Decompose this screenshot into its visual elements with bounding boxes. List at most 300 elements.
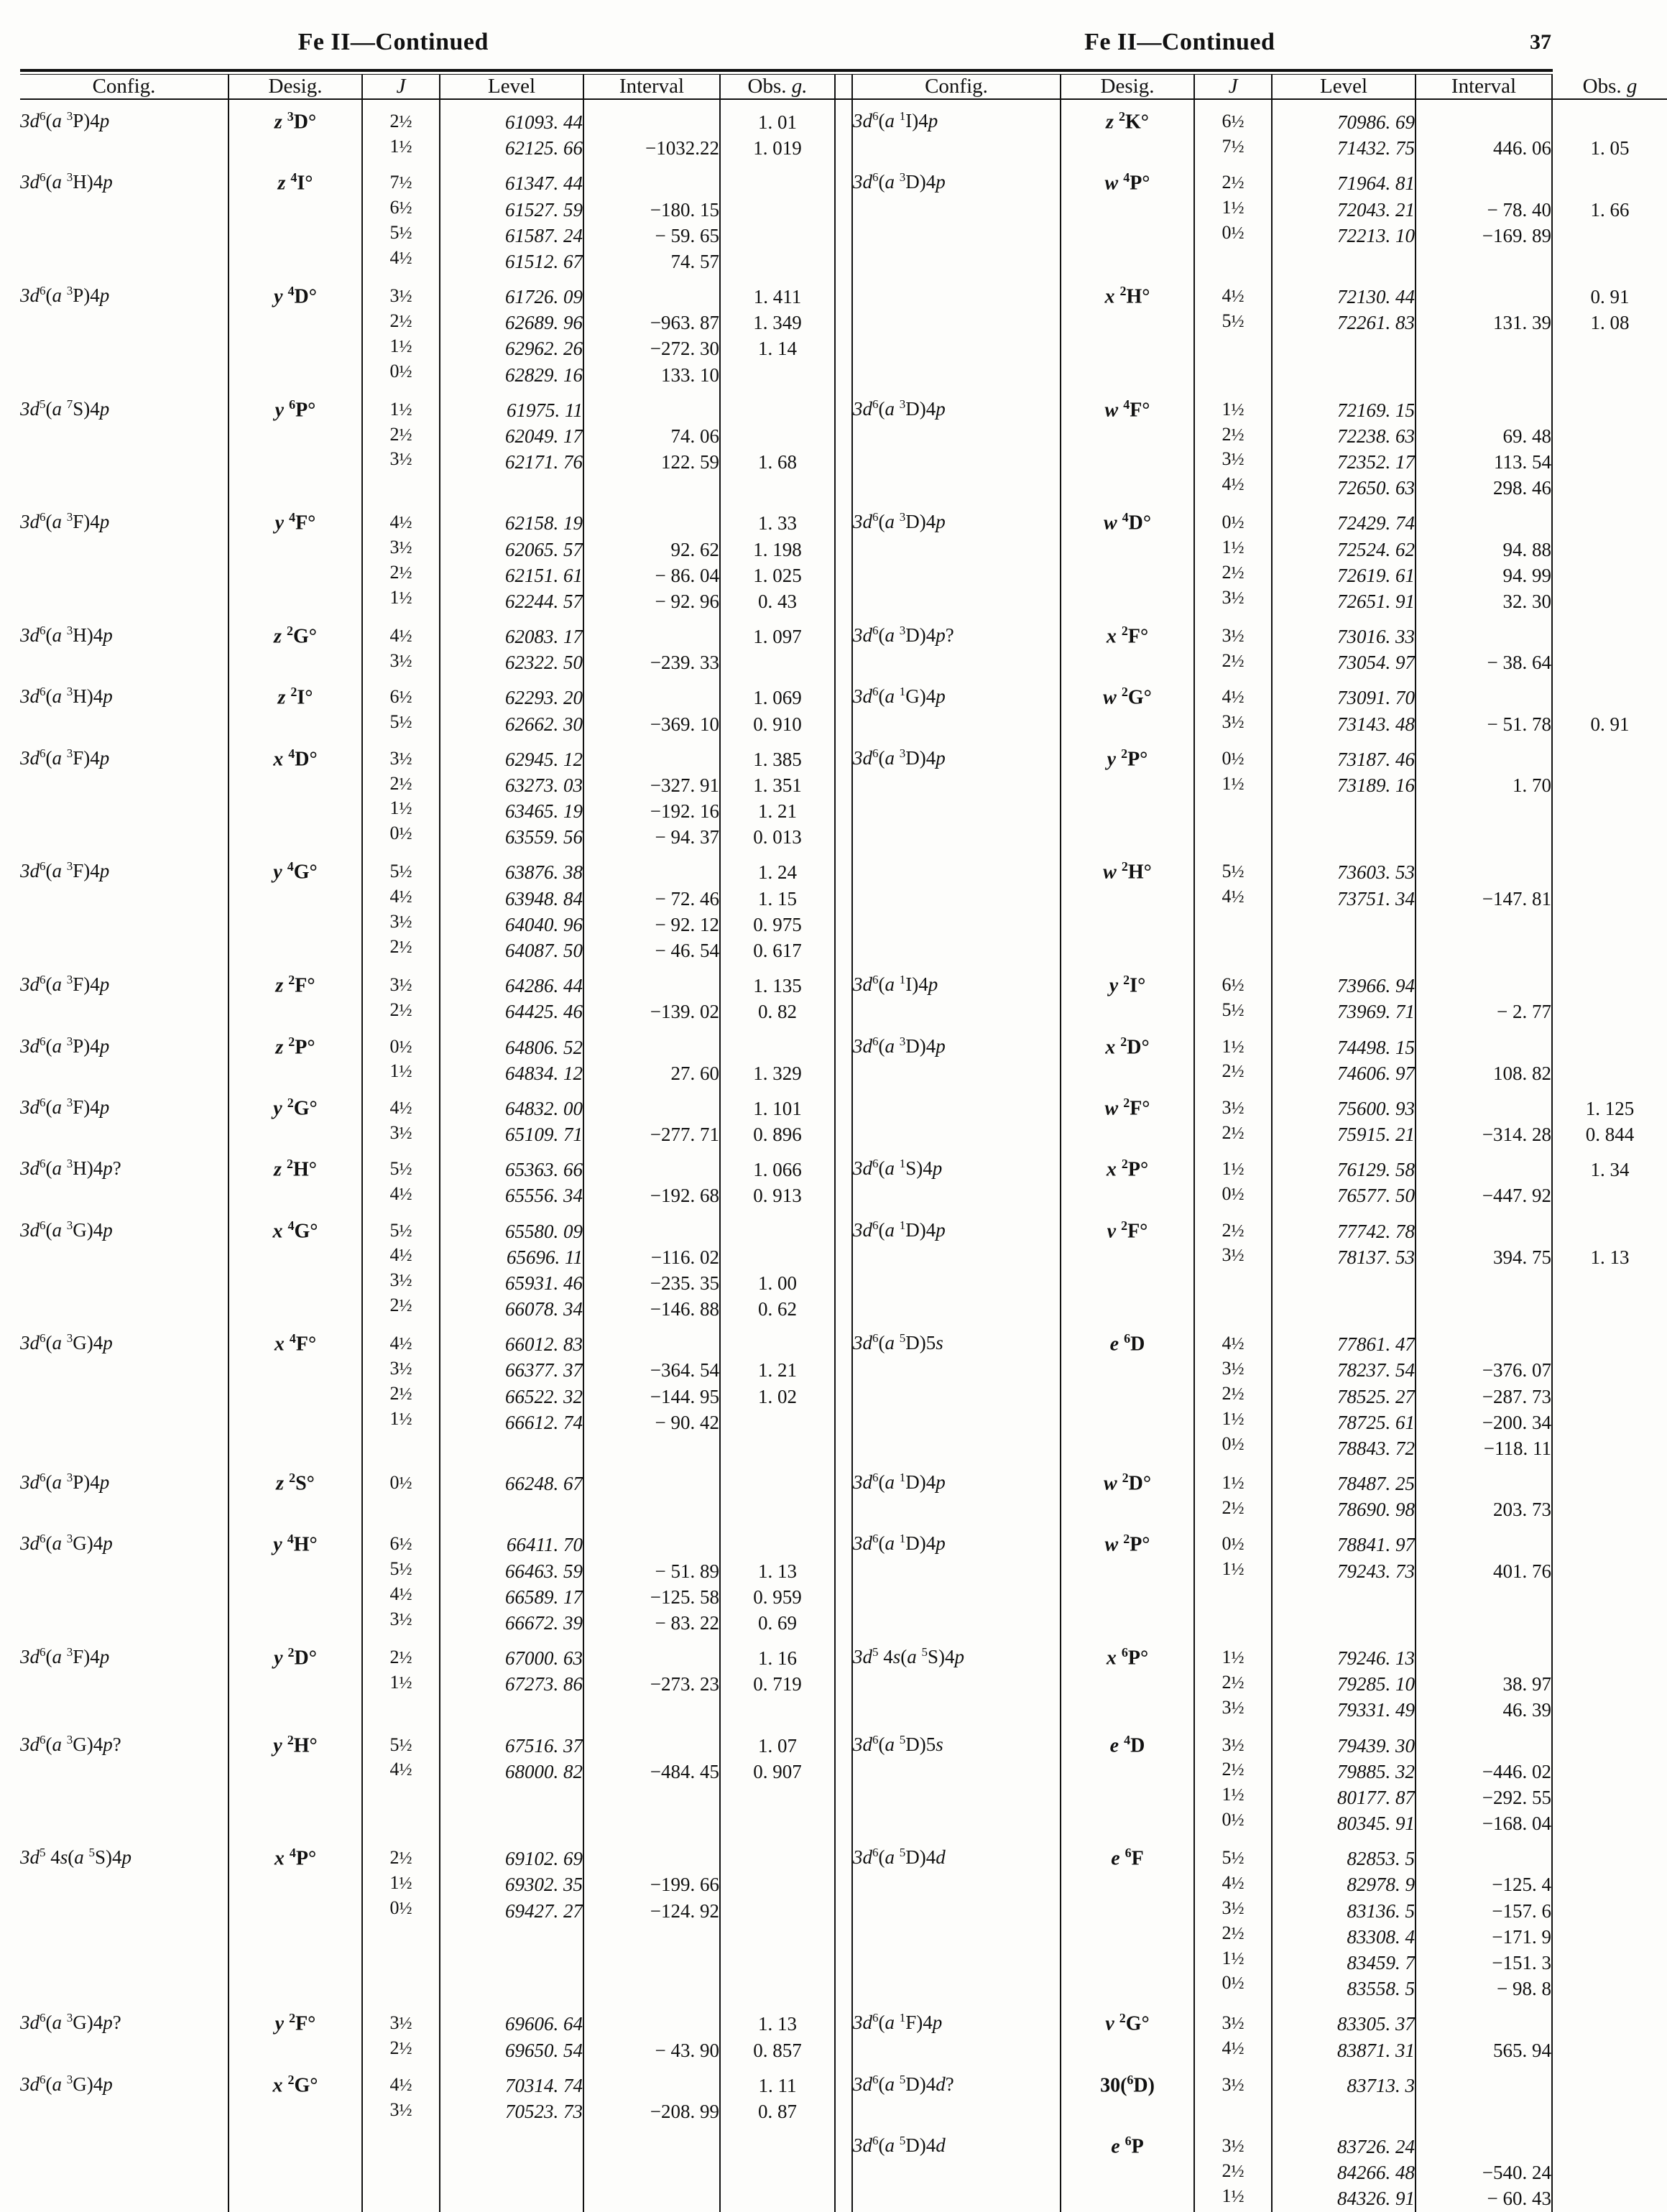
colhead-j-right: J <box>1194 75 1272 99</box>
interval-cell-right: −147. 81 <box>1416 850 1552 963</box>
j-cell-left: 4½ 3½ <box>362 614 440 675</box>
colhead-level-left: Level <box>440 75 583 99</box>
table-row <box>20 675 1667 736</box>
config-cell-right: $3d^6(a$ $^5$D)5s <box>853 1331 943 1354</box>
obsg-cell-right: 0. 91 1. 08 <box>1552 274 1667 388</box>
column-divider <box>835 161 852 274</box>
obsg-cell-left: 1. 329 <box>720 1025 835 1086</box>
desig-cell-left: y $^2$G° <box>228 1086 362 1147</box>
desig-cell-left: z $^4$I° <box>228 161 362 274</box>
obsg-cell-right <box>1552 1461 1667 1522</box>
desig-cell-left: x $^2$G° <box>228 2063 362 2124</box>
obsg-cell-left <box>720 1836 835 2002</box>
interval-cell-right: 1. 70 <box>1416 737 1552 851</box>
column-divider <box>835 614 852 675</box>
column-divider <box>835 850 852 963</box>
obsg-cell-right <box>1552 737 1667 851</box>
obsg-cell-left: 1. 21 1. 02 <box>720 1322 835 1461</box>
config-cell-left: $3d^6(a$ $^3$F)4p <box>20 859 110 882</box>
config-cell-right <box>852 1086 1061 1147</box>
colhead-interval-right: Interval <box>1416 75 1552 99</box>
level-cell-left: 62083. 17 62322. 50 <box>440 614 583 675</box>
obsg-cell-right: 1. 34 <box>1552 1147 1667 1208</box>
column-divider <box>835 1322 852 1461</box>
column-divider <box>835 2063 852 2124</box>
header-right: Fe II—Continued <box>1084 29 1275 55</box>
config-cell-left: $3d^5$ 4s(a $^5$S)4p <box>20 1846 132 1869</box>
j-cell-left: 0½ 1½ <box>362 1025 440 1086</box>
config-cell-right: $3d^6(a$ $^5$D)4d <box>853 2134 946 2157</box>
obsg-cell-right: 0. 91 <box>1552 675 1667 736</box>
obsg-cell-left <box>720 1461 835 1522</box>
j-cell-right: 3½ 4½ <box>1194 2002 1272 2063</box>
column-divider <box>835 1461 852 1522</box>
config-cell-left: $3d^6(a$ $^3$H)4p <box>20 685 113 708</box>
level-cell-left: 61093. 44 62125. 66 <box>440 99 583 161</box>
interval-cell-right: 38. 97 46. 39 <box>1416 1636 1552 1723</box>
config-cell-left: $3d^6(a$ $^3$H)4p <box>20 624 113 647</box>
j-cell-left: 4½ 3½ 2½ 1½ <box>362 1322 440 1461</box>
desig-cell-left: z $^3$D° <box>228 99 362 161</box>
interval-cell-left: −277. 71 <box>583 1086 720 1147</box>
config-cell-left: $3d^6(a$ $^3$G)4p <box>20 1532 113 1555</box>
desig-cell-left: z $^2$I° <box>228 675 362 736</box>
desig-cell-right: w $^4$D° <box>1061 501 1194 614</box>
obsg-cell-left: 1. 135 0. 82 <box>720 963 835 1024</box>
config-cell-right <box>852 274 1061 388</box>
interval-cell-right: 394. 75 <box>1416 1209 1552 1323</box>
table-row <box>20 850 1667 963</box>
table-row <box>20 1636 1667 1723</box>
interval-cell-left: −273. 23 <box>583 1636 720 1723</box>
config-cell-left: $3d^6(a$ $^3$F)4p <box>20 1095 110 1118</box>
interval-cell-left: −327. 91 −192. 16 − 94. 37 <box>583 737 720 851</box>
level-cell-left: 65363. 66 65556. 34 <box>440 1147 583 1208</box>
level-cell-right: 73091. 70 73143. 48 <box>1272 675 1416 736</box>
desig-cell-right: w $^2$G° <box>1061 675 1194 736</box>
level-cell-right: 82853. 5 82978. 9 83136. 5 83308. 4 83459. 7 83558. 5 <box>1272 1836 1416 2002</box>
interval-cell-left: 92. 62 − 86. 04 − 92. 96 <box>583 501 720 614</box>
interval-cell-right: − 2. 77 <box>1416 963 1552 1024</box>
level-cell-left: 64832. 00 65109. 71 <box>440 1086 583 1147</box>
obsg-cell-left: 1. 33 1. 198 1. 025 0. 43 <box>720 501 835 614</box>
desig-cell-right: w $^4$P° <box>1061 161 1194 274</box>
level-cell-right: 75600. 93 75915. 21 <box>1272 1086 1416 1147</box>
column-divider <box>835 2124 852 2212</box>
obsg-cell-right <box>1552 614 1667 675</box>
j-cell-left: 3½ 2½ <box>362 2002 440 2063</box>
j-cell-right: 1½ 2½ 3½ 4½ <box>1194 388 1272 501</box>
config-cell-right: $3d^6(a$ $^3$D)4p <box>853 1034 946 1057</box>
table-row <box>20 388 1667 501</box>
desig-cell-left: y $^6$P° <box>228 388 362 501</box>
obsg-cell-right <box>1552 1836 1667 2002</box>
level-cell-right: 73966. 94 73969. 71 <box>1272 963 1416 1024</box>
level-cell-right: 78487. 25 78690. 98 <box>1272 1461 1416 1522</box>
obsg-cell-left: 1. 16 0. 719 <box>720 1636 835 1723</box>
level-cell-left: 69606. 64 69650. 54 <box>440 2002 583 2063</box>
level-cell-right: 72169. 15 72238. 63 72352. 17 72650. 63 <box>1272 388 1416 501</box>
interval-cell-right: − 38. 64 <box>1416 614 1552 675</box>
config-cell-right: $3d^6(a$ $^3$D)4p <box>853 510 946 533</box>
interval-cell-left: −239. 33 <box>583 614 720 675</box>
header-left: Fe II—Continued <box>297 29 489 55</box>
colhead-obsg-left: Obs. g. <box>720 75 835 99</box>
page-number: 37 <box>1530 30 1551 54</box>
interval-cell-right: 203. 73 <box>1416 1461 1552 1522</box>
interval-cell-left: −139. 02 <box>583 963 720 1024</box>
interval-cell-right: 131. 39 <box>1416 274 1552 388</box>
level-cell-left: 64806. 52 64834. 12 <box>440 1025 583 1086</box>
column-divider <box>835 675 852 736</box>
interval-cell-right: 69. 48 113. 54 298. 46 <box>1416 388 1552 501</box>
j-cell-right: 6½ 7½ <box>1194 99 1272 161</box>
config-cell-left: $3d^6(a$ $^3$H)4p? <box>20 1157 121 1180</box>
page <box>0 29 1638 2210</box>
desig-cell-right: z $^2$K° <box>1061 99 1194 161</box>
obsg-cell-left: 1. 069 0. 910 <box>720 675 835 736</box>
level-cell-right: 76129. 58 76577. 50 <box>1272 1147 1416 1208</box>
obsg-cell-left: 1. 385 1. 351 1. 21 0. 013 <box>720 737 835 851</box>
obsg-cell-left: 1. 066 0. 913 <box>720 1147 835 1208</box>
interval-cell-left: − 51. 89 −125. 58 − 83. 22 <box>583 1522 720 1636</box>
obsg-cell-left: 1. 097 <box>720 614 835 675</box>
desig-cell-right: 30($^6$D) <box>1061 2063 1194 2124</box>
obsg-cell-left: 1. 68 <box>720 388 835 501</box>
j-cell-left: 4½ 3½ <box>362 2063 440 2124</box>
desig-cell-left: y $^4$H° <box>228 1522 362 1636</box>
desig-cell-left: y $^4$F° <box>228 501 362 614</box>
interval-cell-right: −376. 07 −287. 73 −200. 34 −118. 11 <box>1416 1322 1552 1461</box>
interval-cell-left: −364. 54 −144. 95 − 90. 42 <box>583 1322 720 1461</box>
level-cell-right: 77861. 47 78237. 54 78525. 27 78725. 61 78843. 72 <box>1272 1322 1416 1461</box>
obsg-cell-right: 1. 125 0. 844 <box>1552 1086 1667 1147</box>
j-cell-right: 0½ 1½ <box>1194 737 1272 851</box>
table-row <box>20 1836 1667 2002</box>
interval-cell-left: −180. 15 − 59. 65 74. 57 <box>583 161 720 274</box>
table-row <box>20 1025 1667 1086</box>
j-cell-left: 6½ 5½ 4½ 3½ <box>362 1522 440 1636</box>
obsg-cell-right <box>1552 1522 1667 1636</box>
config-cell-left: $3d^6(a$ $^3$P)4p <box>20 1471 110 1494</box>
level-cell-right: 72429. 74 72524. 62 72619. 61 72651. 91 <box>1272 501 1416 614</box>
table-row <box>20 2002 1667 2063</box>
config-cell-right: $3d^6(a$ $^1$G)4p <box>853 685 946 708</box>
desig-cell-left: z $^2$P° <box>228 1025 362 1086</box>
interval-cell-right: 446. 06 <box>1416 99 1552 161</box>
level-cell-right: 78841. 97 79243. 73 <box>1272 1522 1416 1636</box>
table-row <box>20 501 1667 614</box>
level-cell-right: 73603. 53 73751. 34 <box>1272 850 1416 963</box>
table-row <box>20 274 1667 388</box>
level-cell-right: 83713. 3 <box>1272 2063 1416 2124</box>
obsg-cell-right <box>1552 1636 1667 1723</box>
column-divider <box>835 99 852 161</box>
obsg-cell-right <box>1552 2063 1667 2124</box>
interval-cell-right <box>1416 2063 1552 2124</box>
j-cell-right: 1½ 2½ <box>1194 1461 1272 1522</box>
desig-cell-right: x $^2$H° <box>1061 274 1194 388</box>
level-cell-left: 70314. 74 70523. 73 <box>440 2063 583 2124</box>
level-cell-right: 77742. 78 78137. 53 <box>1272 1209 1416 1323</box>
j-cell-left: 2½ 1½ 0½ <box>362 1836 440 2002</box>
obsg-cell-left: 1. 24 1. 15 0. 975 0. 617 <box>720 850 835 963</box>
obsg-cell-right <box>1552 1322 1667 1461</box>
obsg-cell-right: 1. 05 <box>1552 99 1667 161</box>
desig-cell-right: w $^2$H° <box>1061 850 1194 963</box>
config-cell-left: $3d^6(a$ $^3$P)4p <box>20 284 110 307</box>
table-row <box>20 99 1667 161</box>
config-cell-right: $3d^6(a$ $^3$D)4p? <box>853 624 954 647</box>
colhead-desig-right: Desig. <box>1061 75 1194 99</box>
j-cell-right: 4½ 3½ <box>1194 675 1272 736</box>
j-cell-left: 3½ 2½ 1½ 0½ <box>362 274 440 388</box>
desig-cell-right: y $^2$I° <box>1061 963 1194 1024</box>
interval-cell-right: −540. 24 − 60. 43 <box>1416 2124 1552 2212</box>
config-cell-left: $3d^6(a$ $^3$F)4p <box>20 973 110 996</box>
interval-cell-right: −125. 4 −157. 6 −171. 9 −151. 3 − 98. 8 <box>1416 1836 1552 2002</box>
level-cell-right: 72130. 44 72261. 83 <box>1272 274 1416 388</box>
interval-cell-right: −447. 92 <box>1416 1147 1552 1208</box>
obsg-cell-left: 1. 13 0. 959 0. 69 <box>720 1522 835 1636</box>
interval-cell-left: −116. 02 −235. 35 −146. 88 <box>583 1209 720 1323</box>
config-cell-right: $3d^6(a$ $^1$D)4p <box>853 1532 946 1555</box>
level-cell-right: 74498. 15 74606. 97 <box>1272 1025 1416 1086</box>
obsg-cell-right <box>1552 1723 1667 1837</box>
desig-cell-right: e $^6$F <box>1061 1836 1194 2002</box>
config-cell-right: $3d^6(a$ $^5$D)4d <box>853 1846 946 1869</box>
j-cell-right: 5½ 4½ <box>1194 850 1272 963</box>
j-cell-right: 4½ 5½ <box>1194 274 1272 388</box>
interval-cell-left: −199. 66 −124. 92 <box>583 1836 720 2002</box>
j-cell-right: 3½ <box>1194 2063 1272 2124</box>
obsg-cell-right <box>1552 2002 1667 2063</box>
level-cell-right: 73016. 33 73054. 97 <box>1272 614 1416 675</box>
j-cell-right: 6½ 5½ <box>1194 963 1272 1024</box>
level-cell-left: 63876. 38 63948. 84 64040. 96 64087. 50 <box>440 850 583 963</box>
desig-cell-left: y $^2$D° <box>228 1636 362 1723</box>
config-cell-right: $3d^6(a$ $^1$I)4p <box>853 973 938 996</box>
desig-cell-right: x $^2$F° <box>1061 614 1194 675</box>
desig-cell-right: e $^6$D <box>1061 1322 1194 1461</box>
column-divider <box>835 1147 852 1208</box>
table-row <box>20 161 1667 274</box>
obsg-cell-left: 1. 411 1. 349 1. 14 <box>720 274 835 388</box>
j-cell-left: 3½ 2½ <box>362 963 440 1024</box>
desig-cell-left: x $^4$F° <box>228 1322 362 1461</box>
interval-cell-right: 108. 82 <box>1416 1025 1552 1086</box>
desig-cell-left: y $^4$G° <box>228 850 362 963</box>
obsg-cell-left: 1. 11 0. 87 <box>720 2063 835 2124</box>
page-headers <box>0 29 1573 56</box>
config-cell-left: $3d^6(a$ $^3$G)4p <box>20 1331 113 1354</box>
config-cell-left: $3d^6(a$ $^3$G)4p? <box>20 1732 121 1755</box>
colhead-config-left: Config. <box>20 75 228 99</box>
j-cell-left: 7½ 6½ 5½ 4½ <box>362 161 440 274</box>
colhead-level-right: Level <box>1272 75 1416 99</box>
desig-cell-left: z $^2$S° <box>228 1461 362 1522</box>
j-cell-left: 5½ 4½ 3½ 2½ <box>362 850 440 963</box>
config-cell-left <box>20 2124 228 2212</box>
interval-cell-left: 74. 06 122. 59 <box>583 388 720 501</box>
interval-cell-left: −208. 99 <box>583 2063 720 2124</box>
desig-cell-left: y $^2$H° <box>228 1723 362 1837</box>
level-cell-left: 64286. 44 64425. 46 <box>440 963 583 1024</box>
config-cell-right <box>852 850 1061 963</box>
level-cell-left: 67516. 37 68000. 82 <box>440 1723 583 1837</box>
config-cell-left: $3d^6(a$ $^3$G)4p? <box>20 2011 121 2034</box>
desig-cell-right: y $^2$P° <box>1061 737 1194 851</box>
table-row <box>20 1322 1667 1461</box>
desig-cell-right: x $^2$D° <box>1061 1025 1194 1086</box>
config-cell-right: $3d^6(a$ $^3$D)4p <box>853 397 946 420</box>
config-cell-right: $3d^6(a$ $^1$F)4p <box>853 2011 943 2034</box>
j-cell-right: 4½ 3½ 2½ 1½ 0½ <box>1194 1322 1272 1461</box>
interval-cell-left: − 43. 90 <box>583 2002 720 2063</box>
config-cell-right: $3d^5$ 4s(a $^5$S)4p <box>853 1645 965 1668</box>
config-cell-right: $3d^6(a$ $^5$D)5s <box>853 1732 943 1755</box>
level-cell-right: 79439. 30 79885. 32 80177. 87 80345. 91 <box>1272 1723 1416 1837</box>
column-divider <box>835 274 852 388</box>
column-divider <box>835 1522 852 1636</box>
obsg-cell-right: 1. 66 <box>1552 161 1667 274</box>
desig-cell-right: w $^2$P° <box>1061 1522 1194 1636</box>
desig-cell-left: z $^2$G° <box>228 614 362 675</box>
column-divider <box>835 1836 852 2002</box>
table-row <box>20 1209 1667 1323</box>
table-row <box>20 1147 1667 1208</box>
levels-table <box>20 75 1667 2212</box>
obsg-cell-right <box>1552 388 1667 501</box>
table-row <box>20 1522 1667 1636</box>
table-row <box>20 2063 1667 2124</box>
level-cell-left: 67000. 63 67273. 86 <box>440 1636 583 1723</box>
desig-cell-left: y $^2$F° <box>228 2002 362 2063</box>
obsg-cell-left: 1. 07 0. 907 <box>720 1723 835 1837</box>
column-divider <box>835 1723 852 1837</box>
level-cell-left: 66411. 70 66463. 59 66589. 17 66672. 39 <box>440 1522 583 1636</box>
desig-cell-right: v $^2$F° <box>1061 1209 1194 1323</box>
obsg-cell-left <box>720 161 835 274</box>
obsg-cell-right <box>1552 963 1667 1024</box>
j-cell-left: 6½ 5½ <box>362 675 440 736</box>
j-cell-left: 3½ 2½ 1½ 0½ <box>362 737 440 851</box>
j-cell-right: 0½ 1½ <box>1194 1522 1272 1636</box>
column-divider <box>835 1209 852 1323</box>
column-divider <box>835 388 852 501</box>
desig-cell-right: w $^2$F° <box>1061 1086 1194 1147</box>
interval-cell-left: −963. 87 −272. 30 133. 10 <box>583 274 720 388</box>
desig-cell-left: x $^4$D° <box>228 737 362 851</box>
obsg-cell-left: 1. 13 0. 857 <box>720 2002 835 2063</box>
obsg-cell-left: 1. 00 0. 62 <box>720 1209 835 1323</box>
interval-cell-left: −484. 45 <box>583 1723 720 1837</box>
config-cell-left: $3d^6(a$ $^3$P)4p <box>20 109 110 131</box>
config-cell-left: $3d^6(a$ $^3$G)4p <box>20 1218 113 1241</box>
level-cell-left: 62945. 12 63273. 03 63465. 19 63559. 56 <box>440 737 583 851</box>
column-divider <box>835 501 852 614</box>
j-cell-right: 3½ 2½ <box>1194 614 1272 675</box>
obsg-cell-left: 1. 01 1. 019 <box>720 99 835 161</box>
obsg-cell-right <box>1552 2124 1667 2212</box>
level-cell-right: 79246. 13 79285. 10 79331. 49 <box>1272 1636 1416 1723</box>
table-row <box>20 963 1667 1024</box>
colhead-interval-left: Interval <box>583 75 720 99</box>
config-cell-right: $3d^6(a$ $^3$D)4p <box>853 170 946 193</box>
level-cell-right: 70986. 69 71432. 75 <box>1272 99 1416 161</box>
j-cell-right: 0½ 1½ 2½ 3½ <box>1194 501 1272 614</box>
colhead-obsg-right: Obs. g <box>1552 75 1667 99</box>
desig-cell-right: e $^6$P <box>1061 2124 1194 2212</box>
j-cell-left: 5½ 4½ <box>362 1147 440 1208</box>
obsg-cell-right <box>1552 501 1667 614</box>
level-cell-right: 83726. 24 84266. 48 84326. 91 <box>1272 2124 1416 2212</box>
config-cell-right: $3d^6(a$ $^5$D)4d? <box>853 2072 954 2095</box>
table-row <box>20 737 1667 851</box>
column-divider <box>835 963 852 1024</box>
desig-cell-right: w $^4$F° <box>1061 388 1194 501</box>
config-cell-right: $3d^6(a$ $^3$D)4p <box>853 746 946 769</box>
interval-cell-right: −446. 02 −292. 55 −168. 04 <box>1416 1723 1552 1837</box>
interval-cell-left <box>583 1461 720 1522</box>
j-cell-left: 0½ <box>362 1461 440 1522</box>
interval-cell-left <box>583 2124 720 2212</box>
j-cell-left: 5½ 4½ 3½ 2½ <box>362 1209 440 1323</box>
level-cell-left: 66248. 67 <box>440 1461 583 1522</box>
column-divider <box>835 2002 852 2063</box>
config-cell-left: $3d^6(a$ $^3$P)4p <box>20 1034 110 1057</box>
table-row <box>20 2124 1667 2212</box>
j-cell-left: 4½ 3½ 2½ 1½ <box>362 501 440 614</box>
interval-cell-right: 94. 88 94. 99 32. 30 <box>1416 501 1552 614</box>
j-cell-right: 2½ 3½ <box>1194 1209 1272 1323</box>
desig-cell-right: v $^2$G° <box>1061 2002 1194 2063</box>
j-cell-right: 3½ 2½ <box>1194 1086 1272 1147</box>
desig-cell-left: z $^2$H° <box>228 1147 362 1208</box>
config-cell-left: $3d^6(a$ $^3$F)4p <box>20 746 110 769</box>
desig-cell-left: z $^2$F° <box>228 963 362 1024</box>
obsg-cell-right <box>1552 1025 1667 1086</box>
colhead-config-right: Config. <box>852 75 1061 99</box>
column-headers <box>20 75 1667 99</box>
desig-cell-right: e $^4$D <box>1061 1723 1194 1837</box>
column-divider <box>835 1025 852 1086</box>
obsg-cell-left <box>720 2124 835 2212</box>
level-cell-left: 62158. 19 62065. 57 62151. 61 62244. 57 <box>440 501 583 614</box>
table-row <box>20 614 1667 675</box>
j-cell-left: 4½ 3½ <box>362 1086 440 1147</box>
config-cell-right: $3d^6(a$ $^1$D)4p <box>853 1471 946 1494</box>
level-cell-right: 83305. 37 83871. 31 <box>1272 2002 1416 2063</box>
j-cell-left: 1½ 2½ 3½ <box>362 388 440 501</box>
interval-cell-right: 401. 76 <box>1416 1522 1552 1636</box>
interval-cell-left: −369. 10 <box>583 675 720 736</box>
j-cell-right: 3½ 2½ 1½ 0½ <box>1194 1723 1272 1837</box>
desig-cell-left <box>228 2124 362 2212</box>
j-cell-left: 5½ 4½ <box>362 1723 440 1837</box>
table-row <box>20 1086 1667 1147</box>
level-cell-right: 73187. 46 73189. 16 <box>1272 737 1416 851</box>
config-cell-right: $3d^6(a$ $^1$D)4p <box>853 1218 946 1241</box>
config-cell-left: $3d^6(a$ $^3$F)4p <box>20 1645 110 1668</box>
table-row <box>20 1723 1667 1837</box>
level-cell-left: 66012. 83 66377. 37 66522. 32 66612. 74 <box>440 1322 583 1461</box>
level-cell-left: 69102. 69 69302. 35 69427. 27 <box>440 1836 583 2002</box>
interval-cell-right: − 78. 40 −169. 89 <box>1416 161 1552 274</box>
desig-cell-left: y $^4$D° <box>228 274 362 388</box>
j-cell-left: 2½ 1½ <box>362 1636 440 1723</box>
config-cell-left: $3d^5(a$ $^7$S)4p <box>20 397 110 420</box>
